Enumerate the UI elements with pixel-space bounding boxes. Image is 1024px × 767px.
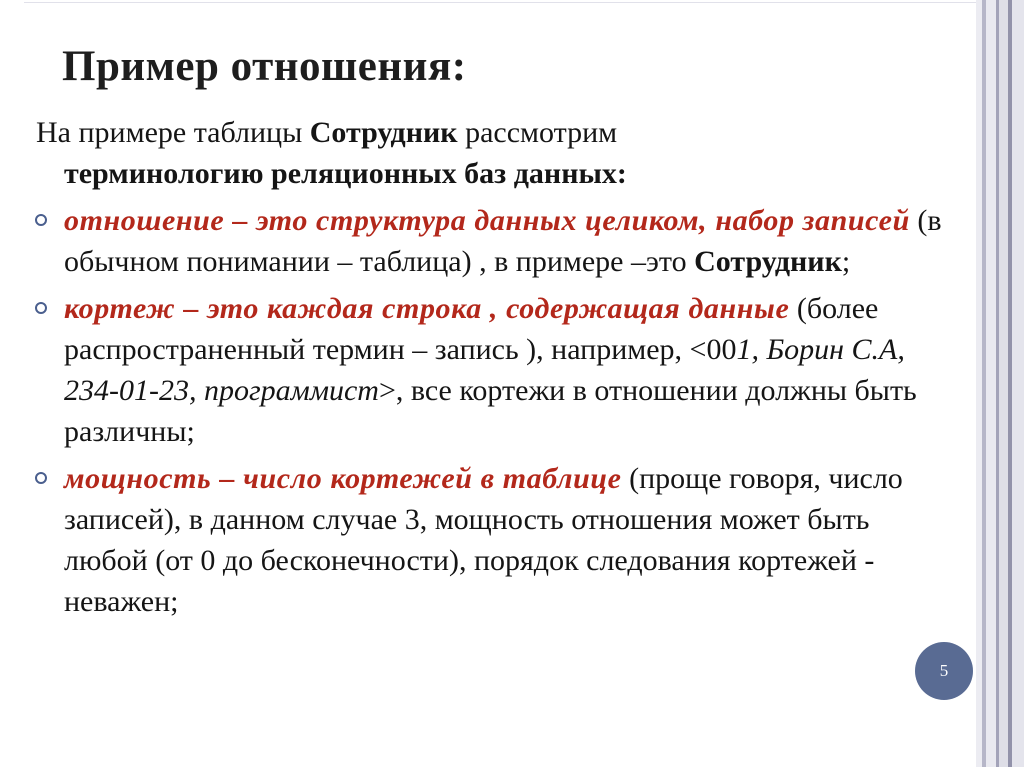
slide-title: Пример отношения: xyxy=(62,43,467,90)
bullet-text: (проще говоря, число записей), в данном случае 3, мощность отношения может быть любой (от 0 до бесконечности), порядок следования кортежей - неважен; xyxy=(64,462,903,618)
top-rule xyxy=(24,2,984,3)
page-number-badge: 5 xyxy=(915,642,973,700)
side-stripes xyxy=(976,0,1024,767)
bullet-text: ; xyxy=(841,245,851,278)
bullet-example: 1, Борин С.А, 234-01-23, программист xyxy=(64,333,905,407)
intro-text: На примере таблицы xyxy=(36,116,310,149)
bullet-icon xyxy=(35,214,47,226)
stripe xyxy=(999,0,1008,767)
bullet-text: (более распространенный термин – запись ), например, <00 xyxy=(64,292,879,366)
intro-table-name: Сотрудник xyxy=(309,116,458,149)
term-cardinality: мощность – число кортежей в таблице xyxy=(64,462,622,495)
intro-paragraph xyxy=(36,112,956,194)
intro-text: рассмотрим xyxy=(457,116,618,149)
term-relation: отношение – это структура данных целиком, набор записей xyxy=(64,204,910,237)
term-tuple: кортеж – это каждая строка , содержащая данные xyxy=(64,292,790,325)
bullet-icon xyxy=(35,302,47,314)
bullet-item xyxy=(36,288,956,452)
bullet-text: (в обычном понимании – таблица) , в примере –это xyxy=(64,204,942,278)
bullet-text: >, все кортежи в отношении должны быть различны; xyxy=(64,374,917,448)
bullet-icon xyxy=(35,472,47,484)
bullet-bold-text: Сотрудник xyxy=(694,245,842,278)
stripe xyxy=(1012,0,1024,767)
intro-subject: терминологию реляционных баз данных: xyxy=(64,157,627,190)
bullet-item xyxy=(36,200,956,282)
stripe xyxy=(986,0,996,767)
slide-content xyxy=(36,112,956,628)
bullet-item xyxy=(36,458,956,622)
